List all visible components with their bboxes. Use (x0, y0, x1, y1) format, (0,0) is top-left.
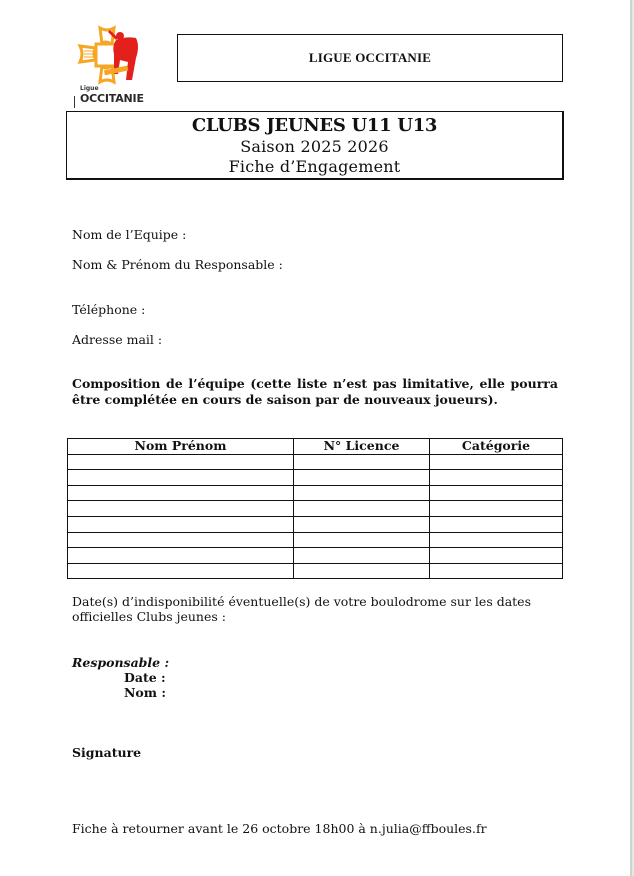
cell-licence[interactable] (294, 501, 430, 517)
cell-category[interactable] (430, 563, 563, 579)
cell-name[interactable] (68, 532, 294, 548)
roster-row (68, 548, 563, 564)
manager-name-field: Nom & Prénom du Responsable : (72, 257, 283, 272)
ligue-occitanie-logo (74, 24, 154, 110)
roster-row (68, 563, 563, 579)
cell-category[interactable] (430, 516, 563, 532)
roster-row (68, 470, 563, 486)
roster-row (68, 485, 563, 501)
composition-note: Composition de l’équipe (cette liste n’est pas limitative, elle pourra être complétée en cours de saison par de nouveaux joueurs). (72, 376, 558, 407)
unavailability-dates-field: Date(s) d’indisponibilité éventuelle(s) de votre boulodrome sur les dates officielles Clubs jeunes : (72, 594, 531, 624)
team-name-field: Nom de l’Equipe : (72, 227, 187, 242)
cell-name[interactable] (68, 516, 294, 532)
logo-occitanie-text: OCCITANIE (80, 92, 144, 105)
cell-name[interactable] (68, 485, 294, 501)
roster-row (68, 516, 563, 532)
column-header-licence: N° Licence (294, 439, 430, 455)
logo-ligue-text: Ligue (80, 85, 99, 92)
cell-category[interactable] (430, 454, 563, 470)
roster-row (68, 501, 563, 517)
cell-name[interactable] (68, 470, 294, 486)
responsable-date-field: Date : (124, 670, 166, 685)
cell-category[interactable] (430, 470, 563, 486)
logo-divider (74, 96, 75, 108)
occitan-cross-icon (74, 24, 146, 88)
cell-name[interactable] (68, 501, 294, 517)
responsable-name-field: Nom : (124, 685, 166, 700)
cell-name[interactable] (68, 548, 294, 564)
cell-category[interactable] (430, 501, 563, 517)
organisation-name: LIGUE OCCITANIE (308, 50, 432, 65)
cell-licence[interactable] (294, 548, 430, 564)
cell-licence[interactable] (294, 516, 430, 532)
responsable-label: Responsable : (72, 655, 170, 670)
column-header-name: Nom Prénom (68, 439, 294, 455)
organisation-header-box (177, 34, 563, 82)
season-label: Saison 2025 2026 (240, 137, 389, 156)
roster-row (68, 532, 563, 548)
column-header-category: Catégorie (430, 439, 563, 455)
cell-licence[interactable] (294, 454, 430, 470)
cell-licence[interactable] (294, 532, 430, 548)
cell-name[interactable] (68, 563, 294, 579)
form-title: CLUBS JEUNES U11 U13 (191, 115, 438, 136)
email-field: Adresse mail : (72, 332, 163, 347)
signature-label: Signature (72, 745, 142, 760)
cell-category[interactable] (430, 485, 563, 501)
roster-row (68, 454, 563, 470)
roster-table (67, 438, 563, 579)
cell-category[interactable] (430, 548, 563, 564)
return-instructions: Fiche à retourner avant le 26 octobre 18h00 à n.julia@ffboules.fr (72, 821, 487, 836)
cell-licence[interactable] (294, 563, 430, 579)
title-box (66, 111, 564, 180)
phone-field: Téléphone : (72, 302, 146, 317)
cell-licence[interactable] (294, 485, 430, 501)
roster-header-row (68, 439, 563, 455)
form-name: Fiche d’Engagement (228, 157, 401, 176)
cell-name[interactable] (68, 454, 294, 470)
cell-licence[interactable] (294, 470, 430, 486)
cell-category[interactable] (430, 532, 563, 548)
